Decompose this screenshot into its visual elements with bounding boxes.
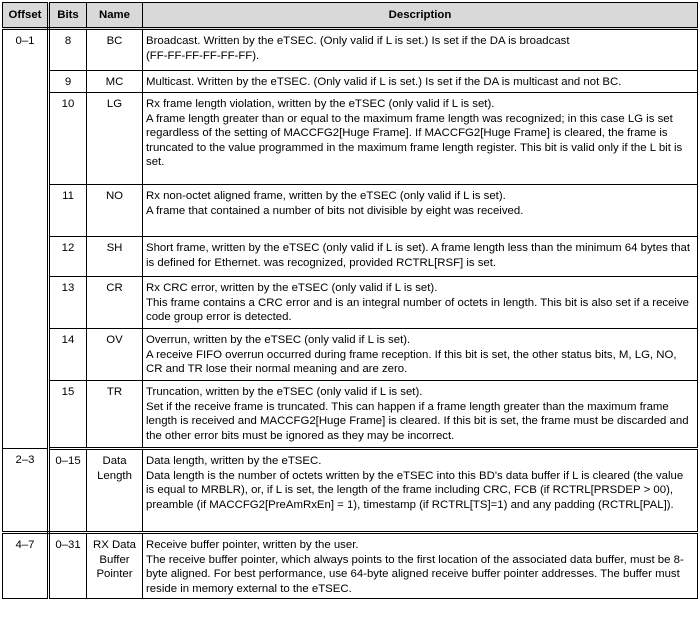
description-cell [143, 71, 698, 93]
name-cell [87, 29, 143, 71]
offset-cell: 0–1 [3, 29, 49, 449]
description-line: A frame length greater than or equal to the maximum frame length was recognized; in this case LG is set regardless of the setting of MACCFG2[Huge Frame]. If MACCFG2[Huge Frame] is cleared, the frame is truncated to the value programmed in the maximum frame length register. This bit is valid only if the L bit is set. [146, 112, 683, 168]
field-name-line: BC [106, 35, 123, 47]
header-row [3, 3, 698, 29]
offset-cell: 2–3 [3, 449, 49, 533]
field-name-line: RX Data [92, 539, 137, 551]
bits-cell: 0–31 [49, 533, 87, 599]
table-row [3, 29, 698, 71]
name-cell [87, 449, 143, 533]
description-line: Short frame, written by the eTSEC (only valid if L is set). A frame length less than the minimum 64 bytes that is defined for Ethernet. was recognized, provided RCTRL[RSF] is set. [146, 242, 691, 269]
bits-cell: 13 [49, 277, 87, 329]
description-line: Data length is the number of octets written by the eTSEC into this BD's data buffer if L is cleared (the value is equal to MRBLR), or, if L is set, the length of the frame including CRC, FCB (if RCTRL[PRSDEP > 00), preamble (if MACCFG2[PreAmRxEn] = 1), timestamp (if RCTRL[TS]=1) and any padding (RCTRL[PAL]). [146, 469, 684, 511]
register-table-container [2, 2, 697, 599]
table-row [3, 277, 698, 329]
name-header: Name [87, 3, 143, 29]
field-name-line: LG [106, 98, 123, 110]
table-row [3, 449, 698, 533]
field-name-line: Data [102, 455, 127, 467]
description-line: Rx non-octet aligned frame, written by the eTSEC (only valid if L is set). [146, 190, 506, 202]
description-line: Broadcast. Written by the eTSEC. (Only valid if L is set.) Is set if the DA is broadcast [146, 35, 570, 47]
rx-bd-field-table [2, 2, 698, 599]
bits-cell: 14 [49, 329, 87, 381]
field-name-line: SH [106, 242, 123, 254]
offset-header: Offset [3, 3, 49, 29]
bits-cell: 10 [49, 93, 87, 185]
field-name-line: Pointer [96, 568, 133, 580]
name-cell [87, 381, 143, 449]
name-cell [87, 185, 143, 237]
description-line: Rx CRC error, written by the eTSEC (only valid if L is set). [146, 282, 438, 294]
description-cell [143, 237, 698, 277]
description-cell [143, 29, 698, 71]
description-line: Rx frame length violation, written by the eTSEC (only valid if L is set). [146, 98, 495, 110]
table-row [3, 71, 698, 93]
description-line: Data length, written by the eTSEC. [146, 455, 322, 467]
field-name-line: OV [106, 334, 123, 346]
description-cell [143, 329, 698, 381]
description-line: A receive FIFO overrun occurred during frame reception. If this bit is set, the other status bits, M, LG, NO, CR and TR lose their normal meaning and are zero. [146, 348, 677, 375]
description-line: A frame that contained a number of bits not divisible by eight was received. [146, 204, 524, 217]
bits-cell: 11 [49, 185, 87, 237]
field-name-line: TR [106, 386, 123, 398]
field-name-line: Length [97, 469, 132, 482]
table-row [3, 93, 698, 185]
name-cell [87, 237, 143, 277]
table-row [3, 237, 698, 277]
field-name-line: CR [106, 282, 123, 294]
bits-cell: 0–15 [49, 449, 87, 533]
offset-cell: 4–7 [3, 533, 49, 599]
description-line: Truncation, written by the eTSEC (only valid if L is set). [146, 386, 423, 398]
description-line: Receive buffer pointer, written by the user. [146, 539, 359, 551]
description-cell [143, 93, 698, 185]
name-cell [87, 533, 143, 599]
bits-cell: 15 [49, 381, 87, 449]
table-row [3, 185, 698, 237]
field-name-line: Buffer [99, 553, 130, 566]
description-line: Overrun, written by the eTSEC (only valid if L is set). [146, 334, 411, 346]
description-cell [143, 277, 698, 329]
table-row [3, 329, 698, 381]
description-line: Multicast. Written by the eTSEC. (Only valid if L is set.) Is set if the DA is multicast and not BC. [146, 76, 622, 88]
field-name-line: NO [105, 190, 124, 202]
name-cell [87, 329, 143, 381]
description-cell [143, 533, 698, 599]
bits-cell: 12 [49, 237, 87, 277]
description-line: The receive buffer pointer, which always points to the first location of the associated data buffer, must be 8-byte aligned. For best performance, use 64-byte aligned receive buffer pointer addresses. The buffer must reside in memory external to the eTSEC. [146, 553, 684, 595]
bits-cell: 8 [49, 29, 87, 71]
bits-header: Bits [49, 3, 87, 29]
description-line: This frame contains a CRC error and is an integral number of octets in length. This bit is also set if a receive code group error is detected. [146, 296, 689, 323]
table-row [3, 381, 698, 449]
name-cell [87, 71, 143, 93]
table-row [3, 533, 698, 599]
bits-cell: 9 [49, 71, 87, 93]
description-cell [143, 449, 698, 533]
field-name-line: MC [105, 76, 124, 88]
description-line: Set if the receive frame is truncated. This can happen if a frame length greater than the maximum frame length is received and MACCFG2[Huge Frame] is cleared. If this bit is set, the frame must be discarded and the other error bits must be ignored as they may be incorrect. [146, 400, 689, 442]
description-line: (FF-FF-FF-FF-FF-FF). [146, 49, 260, 62]
description-header: Description [143, 3, 698, 29]
name-cell [87, 93, 143, 185]
name-cell [87, 277, 143, 329]
table-body [3, 29, 698, 599]
description-cell [143, 185, 698, 237]
description-cell [143, 381, 698, 449]
